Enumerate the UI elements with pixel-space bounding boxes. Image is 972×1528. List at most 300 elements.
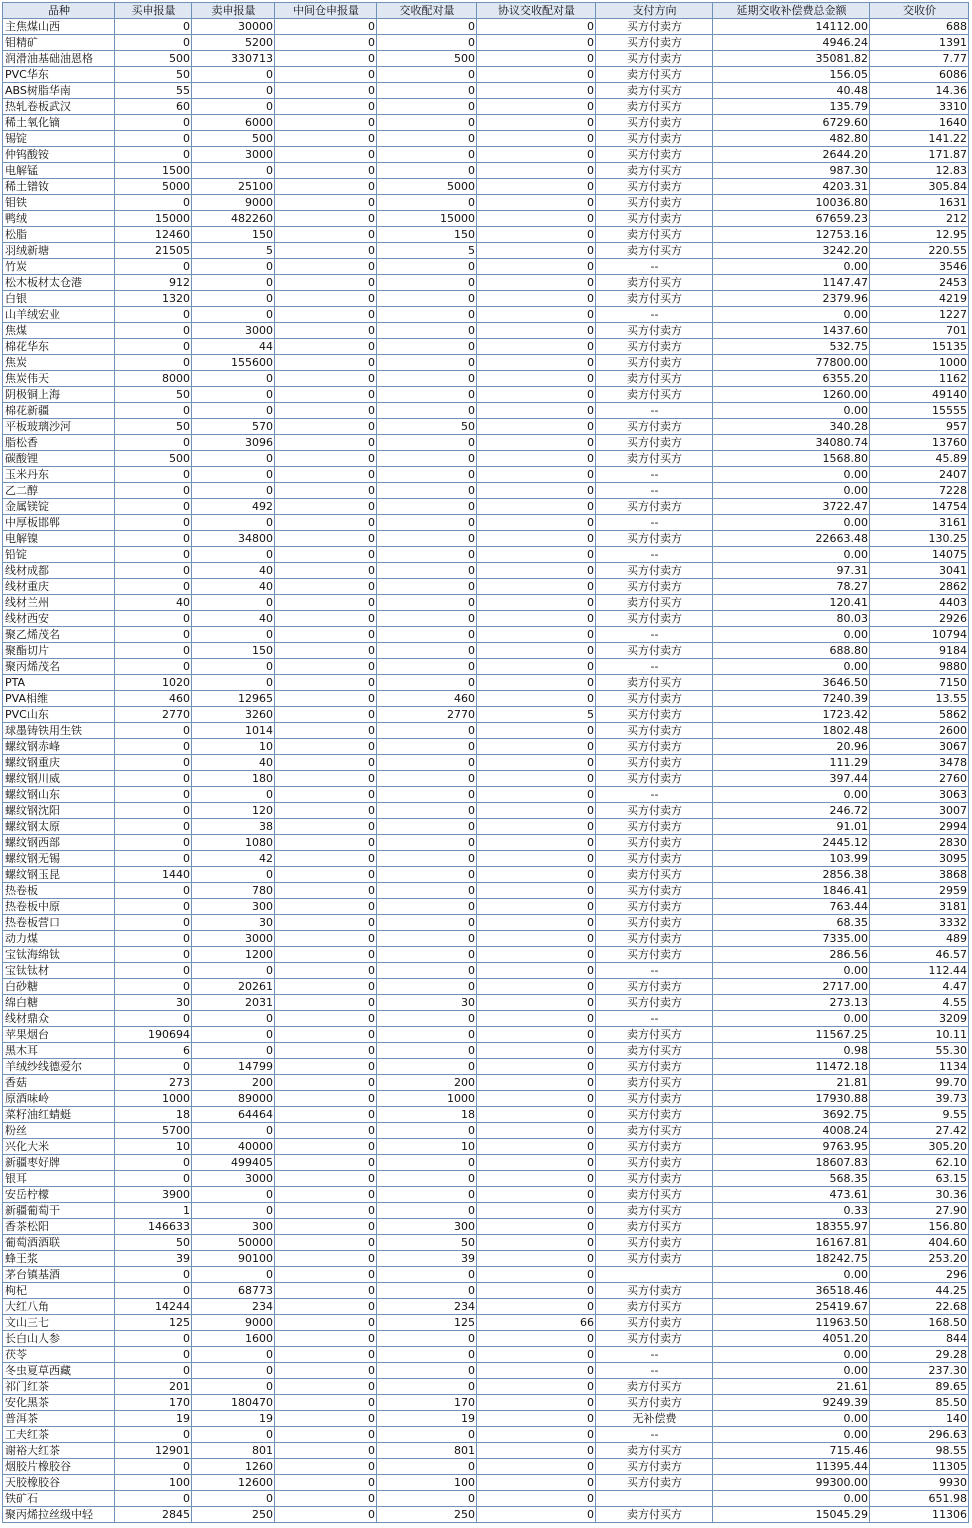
intermediate-volume-cell: 0 (275, 35, 377, 51)
compensation-amount-cell: 715.46 (713, 1443, 870, 1459)
header-buy-volume: 买申报量 (115, 3, 192, 19)
buy-volume-cell: 55 (115, 83, 192, 99)
header-agreement-matched-volume: 协议交收配对量 (477, 3, 596, 19)
sell-volume-cell: 10 (192, 739, 275, 755)
compensation-amount-cell: 21.61 (713, 1379, 870, 1395)
variety-cell: 山羊绒宏业 (3, 307, 115, 323)
settlement-price-cell: 4.55 (870, 995, 969, 1011)
settlement-price-cell: 3332 (870, 915, 969, 931)
sell-volume-cell: 155600 (192, 355, 275, 371)
sell-volume-cell: 0 (192, 515, 275, 531)
variety-cell: 阴极铜上海 (3, 387, 115, 403)
intermediate-volume-cell: 0 (275, 915, 377, 931)
agreement-matched-cell: 0 (477, 851, 596, 867)
variety-cell: 玉米丹东 (3, 467, 115, 483)
compensation-amount-cell: 2717.00 (713, 979, 870, 995)
table-row (3, 259, 969, 275)
agreement-matched-cell: 0 (477, 835, 596, 851)
compensation-amount-cell: 2445.12 (713, 835, 870, 851)
table-row (3, 1059, 969, 1075)
intermediate-volume-cell: 0 (275, 243, 377, 259)
payment-direction-cell: -- (596, 307, 713, 323)
intermediate-volume-cell: 0 (275, 1075, 377, 1091)
intermediate-volume-cell: 0 (275, 707, 377, 723)
buy-volume-cell: 19 (115, 1411, 192, 1427)
payment-direction-cell: -- (596, 259, 713, 275)
payment-direction-cell: 买方付卖方 (596, 1475, 713, 1491)
sell-volume-cell: 0 (192, 275, 275, 291)
settlement-price-cell: 688 (870, 19, 969, 35)
sell-volume-cell: 330713 (192, 51, 275, 67)
variety-cell: 白银 (3, 291, 115, 307)
header-matched-volume: 交收配对量 (377, 3, 477, 19)
payment-direction-cell: 买方付卖方 (596, 195, 713, 211)
buy-volume-cell: 5700 (115, 1123, 192, 1139)
intermediate-volume-cell: 0 (275, 883, 377, 899)
agreement-matched-cell: 0 (477, 67, 596, 83)
buy-volume-cell: 1020 (115, 675, 192, 691)
payment-direction-cell: 卖方付买方 (596, 595, 713, 611)
sell-volume-cell: 40 (192, 755, 275, 771)
agreement-matched-cell: 0 (477, 403, 596, 419)
sell-volume-cell: 38 (192, 819, 275, 835)
table-row (3, 339, 969, 355)
buy-volume-cell: 0 (115, 531, 192, 547)
settlement-price-cell: 99.70 (870, 1075, 969, 1091)
intermediate-volume-cell: 0 (275, 531, 377, 547)
matched-volume-cell: 0 (377, 195, 477, 211)
agreement-matched-cell: 5 (477, 707, 596, 723)
matched-volume-cell: 0 (377, 1059, 477, 1075)
intermediate-volume-cell: 0 (275, 1059, 377, 1075)
agreement-matched-cell: 0 (477, 35, 596, 51)
header-row (3, 3, 969, 19)
settlement-price-cell: 98.55 (870, 1443, 969, 1459)
payment-direction-cell: 卖方付买方 (596, 1043, 713, 1059)
payment-direction-cell: 卖方付买方 (596, 1187, 713, 1203)
settlement-price-cell: 3095 (870, 851, 969, 867)
agreement-matched-cell: 0 (477, 19, 596, 35)
agreement-matched-cell: 0 (477, 643, 596, 659)
settlement-price-cell: 1227 (870, 307, 969, 323)
variety-cell: 烟胶片橡胶谷 (3, 1459, 115, 1475)
buy-volume-cell: 50 (115, 1235, 192, 1251)
matched-volume-cell: 0 (377, 851, 477, 867)
compensation-amount-cell: 688.80 (713, 643, 870, 659)
agreement-matched-cell: 0 (477, 371, 596, 387)
matched-volume-cell: 19 (377, 1411, 477, 1427)
table-row (3, 99, 969, 115)
buy-volume-cell: 3900 (115, 1187, 192, 1203)
matched-volume-cell: 0 (377, 339, 477, 355)
variety-cell: 乙二醇 (3, 483, 115, 499)
sell-volume-cell: 0 (192, 1491, 275, 1507)
matched-volume-cell: 0 (377, 19, 477, 35)
payment-direction-cell: -- (596, 627, 713, 643)
compensation-amount-cell: 15045.29 (713, 1507, 870, 1523)
settlement-price-cell: 1000 (870, 355, 969, 371)
sell-volume-cell: 30 (192, 915, 275, 931)
table-row (3, 179, 969, 195)
intermediate-volume-cell: 0 (275, 659, 377, 675)
intermediate-volume-cell: 0 (275, 147, 377, 163)
sell-volume-cell: 3096 (192, 435, 275, 451)
buy-volume-cell: 0 (115, 851, 192, 867)
buy-volume-cell: 0 (115, 1491, 192, 1507)
table-row (3, 1027, 969, 1043)
settlement-price-cell: 39.73 (870, 1091, 969, 1107)
agreement-matched-cell: 0 (477, 515, 596, 531)
compensation-amount-cell: 22663.48 (713, 531, 870, 547)
sell-volume-cell: 0 (192, 307, 275, 323)
agreement-matched-cell: 0 (477, 899, 596, 915)
settlement-price-cell: 62.10 (870, 1155, 969, 1171)
intermediate-volume-cell: 0 (275, 1443, 377, 1459)
variety-cell: 热卷板 (3, 883, 115, 899)
buy-volume-cell: 0 (115, 643, 192, 659)
table-row (3, 1011, 969, 1027)
payment-direction-cell: 买方付卖方 (596, 211, 713, 227)
agreement-matched-cell: 0 (477, 387, 596, 403)
sell-volume-cell: 0 (192, 1379, 275, 1395)
intermediate-volume-cell: 0 (275, 323, 377, 339)
compensation-amount-cell: 103.99 (713, 851, 870, 867)
settlement-price-cell: 3209 (870, 1011, 969, 1027)
agreement-matched-cell: 0 (477, 1139, 596, 1155)
payment-direction-cell: 买方付卖方 (596, 1107, 713, 1123)
buy-volume-cell: 0 (115, 1267, 192, 1283)
matched-volume-cell: 0 (377, 275, 477, 291)
compensation-amount-cell: 0.98 (713, 1043, 870, 1059)
intermediate-volume-cell: 0 (275, 387, 377, 403)
variety-cell: 天胶橡胶谷 (3, 1475, 115, 1491)
variety-cell: 螺纹钢山东 (3, 787, 115, 803)
settlement-price-cell: 44.25 (870, 1283, 969, 1299)
intermediate-volume-cell: 0 (275, 1411, 377, 1427)
variety-cell: 谢裕大红茶 (3, 1443, 115, 1459)
sell-volume-cell: 0 (192, 1267, 275, 1283)
agreement-matched-cell: 0 (477, 355, 596, 371)
sell-volume-cell: 3000 (192, 147, 275, 163)
sell-volume-cell: 0 (192, 67, 275, 83)
settlement-price-cell: 4403 (870, 595, 969, 611)
matched-volume-cell: 0 (377, 371, 477, 387)
settlement-price-cell: 305.84 (870, 179, 969, 195)
table-row (3, 1219, 969, 1235)
variety-cell: 粉丝 (3, 1123, 115, 1139)
compensation-amount-cell: 482.80 (713, 131, 870, 147)
agreement-matched-cell: 0 (477, 1459, 596, 1475)
payment-direction-cell: 卖方付买方 (596, 1219, 713, 1235)
settlement-price-cell: 12.95 (870, 227, 969, 243)
sell-volume-cell: 40 (192, 611, 275, 627)
agreement-matched-cell: 0 (477, 1347, 596, 1363)
payment-direction-cell: 买方付卖方 (596, 419, 713, 435)
variety-cell: 仲钨酸铵 (3, 147, 115, 163)
table-row (3, 307, 969, 323)
sell-volume-cell: 40 (192, 579, 275, 595)
compensation-amount-cell: 0.00 (713, 1491, 870, 1507)
matched-volume-cell: 0 (377, 355, 477, 371)
matched-volume-cell: 0 (377, 1155, 477, 1171)
compensation-amount-cell: 7335.00 (713, 931, 870, 947)
variety-cell: 松木板材太仓港 (3, 275, 115, 291)
agreement-matched-cell: 0 (477, 131, 596, 147)
table-row (3, 35, 969, 51)
intermediate-volume-cell: 0 (275, 211, 377, 227)
variety-cell: 鸭绒 (3, 211, 115, 227)
settlement-price-cell: 22.68 (870, 1299, 969, 1315)
header-payment-direction: 支付方向 (596, 3, 713, 19)
compensation-amount-cell: 18355.97 (713, 1219, 870, 1235)
settlement-price-cell: 171.87 (870, 147, 969, 163)
compensation-amount-cell: 1802.48 (713, 723, 870, 739)
header-intermediate-volume: 中间仓申报量 (275, 3, 377, 19)
table-row (3, 1171, 969, 1187)
intermediate-volume-cell: 0 (275, 1123, 377, 1139)
payment-direction-cell: 买方付卖方 (596, 355, 713, 371)
payment-direction-cell: 买方付卖方 (596, 611, 713, 627)
compensation-amount-cell: 0.00 (713, 627, 870, 643)
matched-volume-cell: 0 (377, 35, 477, 51)
sell-volume-cell: 0 (192, 259, 275, 275)
table-row (3, 1123, 969, 1139)
sell-volume-cell: 120 (192, 803, 275, 819)
variety-cell: 银耳 (3, 1171, 115, 1187)
buy-volume-cell: 0 (115, 35, 192, 51)
compensation-amount-cell: 120.41 (713, 595, 870, 611)
intermediate-volume-cell: 0 (275, 1043, 377, 1059)
table-row (3, 67, 969, 83)
table-row (3, 787, 969, 803)
compensation-amount-cell: 1260.00 (713, 387, 870, 403)
matched-volume-cell: 0 (377, 675, 477, 691)
table-row (3, 883, 969, 899)
settlement-price-cell: 7228 (870, 483, 969, 499)
variety-cell: 螺纹钢川威 (3, 771, 115, 787)
buy-volume-cell: 50 (115, 67, 192, 83)
compensation-amount-cell: 2856.38 (713, 867, 870, 883)
sell-volume-cell: 1080 (192, 835, 275, 851)
variety-cell: 聚丙烯茂名 (3, 659, 115, 675)
sell-volume-cell: 5 (192, 243, 275, 259)
payment-direction-cell: 买方付卖方 (596, 51, 713, 67)
table-row (3, 1299, 969, 1315)
matched-volume-cell: 0 (377, 931, 477, 947)
intermediate-volume-cell: 0 (275, 1379, 377, 1395)
agreement-matched-cell: 0 (477, 419, 596, 435)
settlement-price-cell: 2994 (870, 819, 969, 835)
intermediate-volume-cell: 0 (275, 1251, 377, 1267)
table-row (3, 291, 969, 307)
agreement-matched-cell: 0 (477, 1443, 596, 1459)
agreement-matched-cell: 0 (477, 163, 596, 179)
intermediate-volume-cell: 0 (275, 483, 377, 499)
intermediate-volume-cell: 0 (275, 611, 377, 627)
compensation-amount-cell: 0.00 (713, 515, 870, 531)
compensation-amount-cell: 17930.88 (713, 1091, 870, 1107)
table-row (3, 499, 969, 515)
matched-volume-cell: 300 (377, 1219, 477, 1235)
table-row (3, 451, 969, 467)
intermediate-volume-cell: 0 (275, 1091, 377, 1107)
matched-volume-cell: 0 (377, 99, 477, 115)
settlement-price-cell: 45.89 (870, 451, 969, 467)
agreement-matched-cell: 0 (477, 339, 596, 355)
variety-cell: 铅锭 (3, 547, 115, 563)
variety-cell: 黑木耳 (3, 1043, 115, 1059)
table-row (3, 1491, 969, 1507)
intermediate-volume-cell: 0 (275, 467, 377, 483)
settlement-price-cell: 49140 (870, 387, 969, 403)
variety-cell: 冬虫夏草西藏 (3, 1363, 115, 1379)
intermediate-volume-cell: 0 (275, 723, 377, 739)
payment-direction-cell: 买方付卖方 (596, 931, 713, 947)
agreement-matched-cell: 0 (477, 1427, 596, 1443)
table-row (3, 19, 969, 35)
table-row (3, 1091, 969, 1107)
table-row (3, 1443, 969, 1459)
buy-volume-cell: 12901 (115, 1443, 192, 1459)
settlement-price-cell: 957 (870, 419, 969, 435)
matched-volume-cell: 250 (377, 1507, 477, 1523)
payment-direction-cell: -- (596, 1427, 713, 1443)
compensation-amount-cell: 532.75 (713, 339, 870, 355)
compensation-amount-cell: 0.00 (713, 1347, 870, 1363)
intermediate-volume-cell: 0 (275, 739, 377, 755)
table-row (3, 243, 969, 259)
intermediate-volume-cell: 0 (275, 579, 377, 595)
buy-volume-cell: 0 (115, 1283, 192, 1299)
payment-direction-cell: 卖方付买方 (596, 163, 713, 179)
table-row (3, 51, 969, 67)
agreement-matched-cell: 0 (477, 931, 596, 947)
sell-volume-cell: 9000 (192, 1315, 275, 1331)
agreement-matched-cell: 0 (477, 803, 596, 819)
sell-volume-cell: 90100 (192, 1251, 275, 1267)
matched-volume-cell: 500 (377, 51, 477, 67)
variety-cell: 茯苓 (3, 1347, 115, 1363)
table-row (3, 995, 969, 1011)
compensation-amount-cell: 111.29 (713, 755, 870, 771)
sell-volume-cell: 2031 (192, 995, 275, 1011)
settlement-price-cell: 7.77 (870, 51, 969, 67)
variety-cell: 棉花新疆 (3, 403, 115, 419)
sell-volume-cell: 89000 (192, 1091, 275, 1107)
settlement-price-cell: 14075 (870, 547, 969, 563)
intermediate-volume-cell: 0 (275, 643, 377, 659)
settlement-price-cell: 2453 (870, 275, 969, 291)
payment-direction-cell: 买方付卖方 (596, 755, 713, 771)
agreement-matched-cell: 0 (477, 883, 596, 899)
matched-volume-cell: 0 (377, 723, 477, 739)
sell-volume-cell: 0 (192, 1347, 275, 1363)
payment-direction-cell: 卖方付买方 (596, 291, 713, 307)
table-row (3, 1379, 969, 1395)
buy-volume-cell: 0 (115, 627, 192, 643)
payment-direction-cell: 买方付卖方 (596, 643, 713, 659)
buy-volume-cell: 0 (115, 355, 192, 371)
settlement-price-cell: 2862 (870, 579, 969, 595)
variety-cell: PVA相维 (3, 691, 115, 707)
settlement-price-cell: 13.55 (870, 691, 969, 707)
variety-cell: 文山三七 (3, 1315, 115, 1331)
settlement-price-cell: 1640 (870, 115, 969, 131)
table-row (3, 435, 969, 451)
payment-direction-cell: 买方付卖方 (596, 691, 713, 707)
sell-volume-cell: 200 (192, 1075, 275, 1091)
buy-volume-cell: 6 (115, 1043, 192, 1059)
variety-cell: 长白山人参 (3, 1331, 115, 1347)
payment-direction-cell: 买方付卖方 (596, 995, 713, 1011)
sell-volume-cell: 150 (192, 227, 275, 243)
compensation-amount-cell: 1723.42 (713, 707, 870, 723)
sell-volume-cell: 0 (192, 163, 275, 179)
compensation-amount-cell: 3646.50 (713, 675, 870, 691)
settlement-table-container (2, 2, 969, 1523)
settlement-price-cell: 7150 (870, 675, 969, 691)
intermediate-volume-cell: 0 (275, 259, 377, 275)
compensation-amount-cell: 568.35 (713, 1171, 870, 1187)
buy-volume-cell: 1 (115, 1203, 192, 1219)
sell-volume-cell: 3260 (192, 707, 275, 723)
matched-volume-cell: 0 (377, 835, 477, 851)
table-row (3, 115, 969, 131)
compensation-amount-cell: 6729.60 (713, 115, 870, 131)
intermediate-volume-cell: 0 (275, 435, 377, 451)
compensation-amount-cell: 7240.39 (713, 691, 870, 707)
matched-volume-cell: 0 (377, 451, 477, 467)
sell-volume-cell: 12965 (192, 691, 275, 707)
buy-volume-cell: 0 (115, 739, 192, 755)
settlement-table (2, 2, 969, 1523)
variety-cell: 线材兰州 (3, 595, 115, 611)
matched-volume-cell: 0 (377, 387, 477, 403)
matched-volume-cell: 0 (377, 755, 477, 771)
agreement-matched-cell: 0 (477, 1283, 596, 1299)
compensation-amount-cell: 4051.20 (713, 1331, 870, 1347)
variety-cell: 大红八角 (3, 1299, 115, 1315)
compensation-amount-cell: 20.96 (713, 739, 870, 755)
payment-direction-cell: 买方付卖方 (596, 131, 713, 147)
settlement-price-cell: 253.20 (870, 1251, 969, 1267)
buy-volume-cell: 0 (115, 323, 192, 339)
buy-volume-cell: 1320 (115, 291, 192, 307)
matched-volume-cell: 0 (377, 531, 477, 547)
settlement-price-cell: 12.83 (870, 163, 969, 179)
matched-volume-cell: 0 (377, 963, 477, 979)
table-row (3, 1155, 969, 1171)
compensation-amount-cell: 36518.46 (713, 1283, 870, 1299)
table-row (3, 771, 969, 787)
table-row (3, 1459, 969, 1475)
agreement-matched-cell: 0 (477, 579, 596, 595)
compensation-amount-cell: 11963.50 (713, 1315, 870, 1331)
variety-cell: 动力煤 (3, 931, 115, 947)
variety-cell: 螺纹钢太原 (3, 819, 115, 835)
agreement-matched-cell: 0 (477, 451, 596, 467)
agreement-matched-cell: 0 (477, 499, 596, 515)
settlement-price-cell: 15555 (870, 403, 969, 419)
variety-cell: 香茶松阳 (3, 1219, 115, 1235)
compensation-amount-cell: 3242.20 (713, 243, 870, 259)
payment-direction-cell: 卖方付买方 (596, 1507, 713, 1523)
sell-volume-cell: 3000 (192, 931, 275, 947)
compensation-amount-cell: 80.03 (713, 611, 870, 627)
buy-volume-cell: 0 (115, 1155, 192, 1171)
buy-volume-cell: 0 (115, 835, 192, 851)
agreement-matched-cell: 0 (477, 115, 596, 131)
